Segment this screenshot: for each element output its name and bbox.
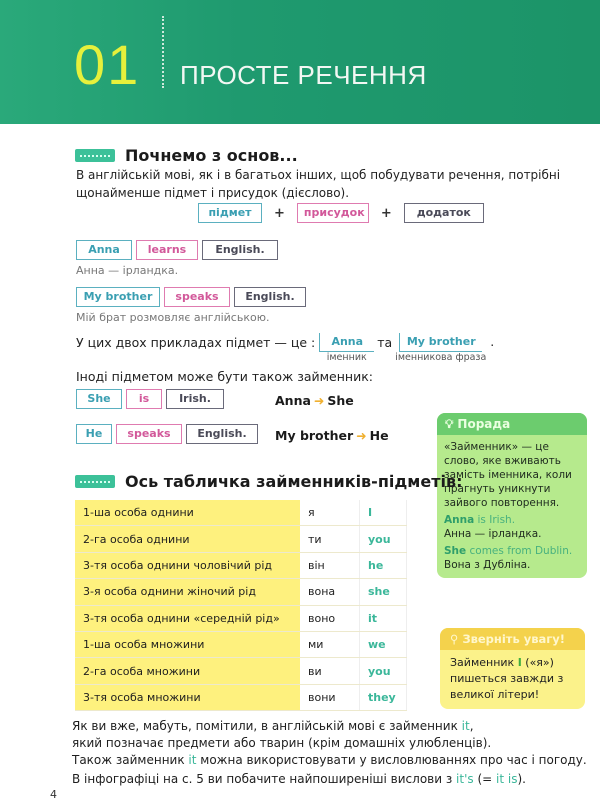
tip-example-rest: is Irish. xyxy=(474,514,516,526)
footer-text: , xyxy=(469,719,474,733)
word-object: English. xyxy=(202,240,278,260)
table-row xyxy=(75,684,407,710)
pronoun-english: he xyxy=(360,552,407,578)
tip-example-subject: Anna xyxy=(444,514,475,526)
header-divider xyxy=(162,16,164,88)
word-subject: He xyxy=(76,424,112,444)
word-subject: My brother xyxy=(76,287,160,307)
pronoun-ukrainian: вони xyxy=(300,684,360,710)
intro-line: щонайменше підмет і присудок (дієслово). xyxy=(76,186,350,200)
example-translation: Мій брат розмовляє англійською. xyxy=(76,311,270,324)
footer-highlight: it is xyxy=(496,772,518,786)
pronoun-ukrainian: ти xyxy=(300,526,360,552)
footer-line: який позначає предмети або тварин (крім домашніх улюбленців). xyxy=(72,736,492,750)
subject-noun-group xyxy=(319,333,374,363)
warning-text: («я») пишеться завжди з великої літери! xyxy=(450,656,564,701)
conjunction: та xyxy=(377,335,393,350)
pronoun-ukrainian: я xyxy=(300,500,360,526)
chapter-header xyxy=(0,0,600,124)
pronoun-description: 2-га особа множини xyxy=(75,658,300,684)
section-heading-basics xyxy=(75,146,298,165)
page-number: 4 xyxy=(50,788,57,801)
subject-phrase-group xyxy=(395,333,486,363)
arrow-icon: ➜ xyxy=(313,393,325,408)
pronoun-description: 3-тя особа множини xyxy=(75,684,300,710)
tip-text: «Займенник» — це слово, яке вживають замість іменника, коли прагнуть уникнути зайвого повторення. xyxy=(444,441,572,509)
warning-text: Займенник xyxy=(450,656,518,669)
lightbulb-icon: 💡︎ xyxy=(445,416,454,431)
table-row xyxy=(75,605,407,631)
section-heading-pronouns xyxy=(75,472,463,491)
footer-highlight: it xyxy=(188,753,197,767)
sentence-formula xyxy=(198,203,484,223)
example-sentence xyxy=(76,240,278,260)
footer-text: (= xyxy=(473,772,497,786)
tip-box xyxy=(437,413,587,578)
footer-line xyxy=(72,752,587,769)
pronoun-ukrainian: воно xyxy=(300,605,360,631)
table-row xyxy=(75,579,407,605)
formula-object: додаток xyxy=(404,203,484,223)
footer-text: В інфографіці на с. 5 ви побачите найпоширеніші вислови з xyxy=(72,772,457,786)
pronoun-ukrainian: вона xyxy=(300,579,360,605)
section-tag-icon xyxy=(75,475,115,488)
section-title: Почнемо з основ... xyxy=(125,146,298,165)
replacement-from: My brother xyxy=(275,428,354,443)
warning-body xyxy=(440,650,585,709)
word-subject: Anna xyxy=(76,240,132,260)
pronoun-english: you xyxy=(360,526,407,552)
intro-paragraph xyxy=(76,166,560,202)
arrow-icon: ➜ xyxy=(356,428,367,443)
tip-example-translation: Анна — ірландка. xyxy=(444,528,542,540)
tip-title: Порада xyxy=(457,417,511,431)
word-predicate: learns xyxy=(136,240,198,260)
table-row xyxy=(75,500,407,526)
replacement-to: He xyxy=(369,428,389,443)
tip-example-translation: Вона з Дубліна. xyxy=(444,559,531,571)
subject-noun-label: іменник xyxy=(326,352,367,363)
word-subject: She xyxy=(76,389,122,409)
pronoun-table xyxy=(75,500,407,711)
example-sentence xyxy=(76,389,224,409)
pronoun-description: 1-ша особа однини xyxy=(75,500,300,526)
table-row xyxy=(75,658,407,684)
pronoun-ukrainian: ми xyxy=(300,631,360,657)
pronoun-description: 1-ша особа множини xyxy=(75,631,300,657)
pronoun-english: I xyxy=(360,500,407,526)
pronoun-description: 3-я особа однини жіночий рід xyxy=(75,579,300,605)
word-predicate: is xyxy=(126,389,162,409)
example-sentence xyxy=(76,424,258,444)
replacement-to: She xyxy=(327,393,354,408)
subject-noun: Anna xyxy=(319,333,374,352)
replacement-brother-he xyxy=(275,428,389,443)
subject-phrase-label: іменникова фраза xyxy=(395,352,487,363)
tip-example xyxy=(444,513,580,527)
pronoun-english: we xyxy=(360,631,407,657)
formula-subject: підмет xyxy=(198,203,262,223)
footer-line xyxy=(72,771,526,788)
pronoun-english: it xyxy=(360,605,407,631)
warning-highlight: I xyxy=(517,656,522,669)
footer-line xyxy=(72,718,474,735)
tip-example-subject: She xyxy=(444,545,467,557)
example-translation: Анна — ірландка. xyxy=(76,264,179,277)
chapter-number: 01 xyxy=(74,33,141,96)
word-object: English. xyxy=(234,287,306,307)
subject-phrase: My brother xyxy=(399,333,482,352)
pronoun-description: 3-тя особа однини «середній рід» xyxy=(75,605,300,631)
footer-text: можна використовувати у висловлюваннях про час і погоду. xyxy=(196,753,587,767)
chapter-title: ПРОСТЕ РЕЧЕННЯ xyxy=(180,60,427,90)
pronoun-ukrainian: ви xyxy=(300,658,360,684)
warning-title: Зверніть увагу! xyxy=(462,632,566,646)
section-title: Ось табличка займенників-підметів: xyxy=(125,472,463,491)
subjects-line xyxy=(76,333,494,363)
replacement-anna-she xyxy=(275,393,354,408)
warning-box xyxy=(440,628,585,709)
pronoun-english: she xyxy=(360,579,407,605)
pronoun-ukrainian: він xyxy=(300,552,360,578)
plus-sign: + xyxy=(274,205,285,221)
subjects-text: У цих двох прикладах підмет — це : xyxy=(76,335,316,350)
pronoun-english: you xyxy=(360,658,407,684)
footer-text: Як ви вже, мабуть, помітили, в англійській мові є займенник xyxy=(72,719,462,733)
pronoun-description: 3-тя особа однини чоловічий рід xyxy=(75,552,300,578)
table-row xyxy=(75,631,407,657)
word-object: Irish. xyxy=(166,389,224,409)
pronoun-intro: Іноді підметом може бути також займенник: xyxy=(76,369,373,384)
footer-text: Також займенник xyxy=(72,753,189,767)
word-predicate: speaks xyxy=(164,287,230,307)
pronoun-english: they xyxy=(360,684,407,710)
intro-line: В англійській мові, як і в багатьох інших, щоб побудувати речення, потрібні xyxy=(76,168,561,182)
tip-example xyxy=(444,544,580,558)
tip-example-rest: comes from Dublin. xyxy=(466,545,573,557)
formula-predicate: присудок xyxy=(297,203,369,223)
section-tag-icon xyxy=(75,149,115,162)
tip-header xyxy=(437,413,587,435)
magnifier-icon: ⚲ xyxy=(450,632,459,646)
word-object: English. xyxy=(186,424,258,444)
warning-header xyxy=(440,628,585,650)
example-sentence xyxy=(76,287,306,307)
word-predicate: speaks xyxy=(116,424,182,444)
footer-highlight: it's xyxy=(456,772,474,786)
footer-highlight: it xyxy=(461,719,470,733)
pronoun-description: 2-га особа однини xyxy=(75,526,300,552)
period: . xyxy=(490,334,495,349)
table-row xyxy=(75,552,407,578)
table-row xyxy=(75,526,407,552)
plus-sign: + xyxy=(380,205,392,221)
tip-body xyxy=(437,435,587,578)
footer-text: ). xyxy=(517,772,526,786)
replacement-from: Anna xyxy=(275,393,311,408)
